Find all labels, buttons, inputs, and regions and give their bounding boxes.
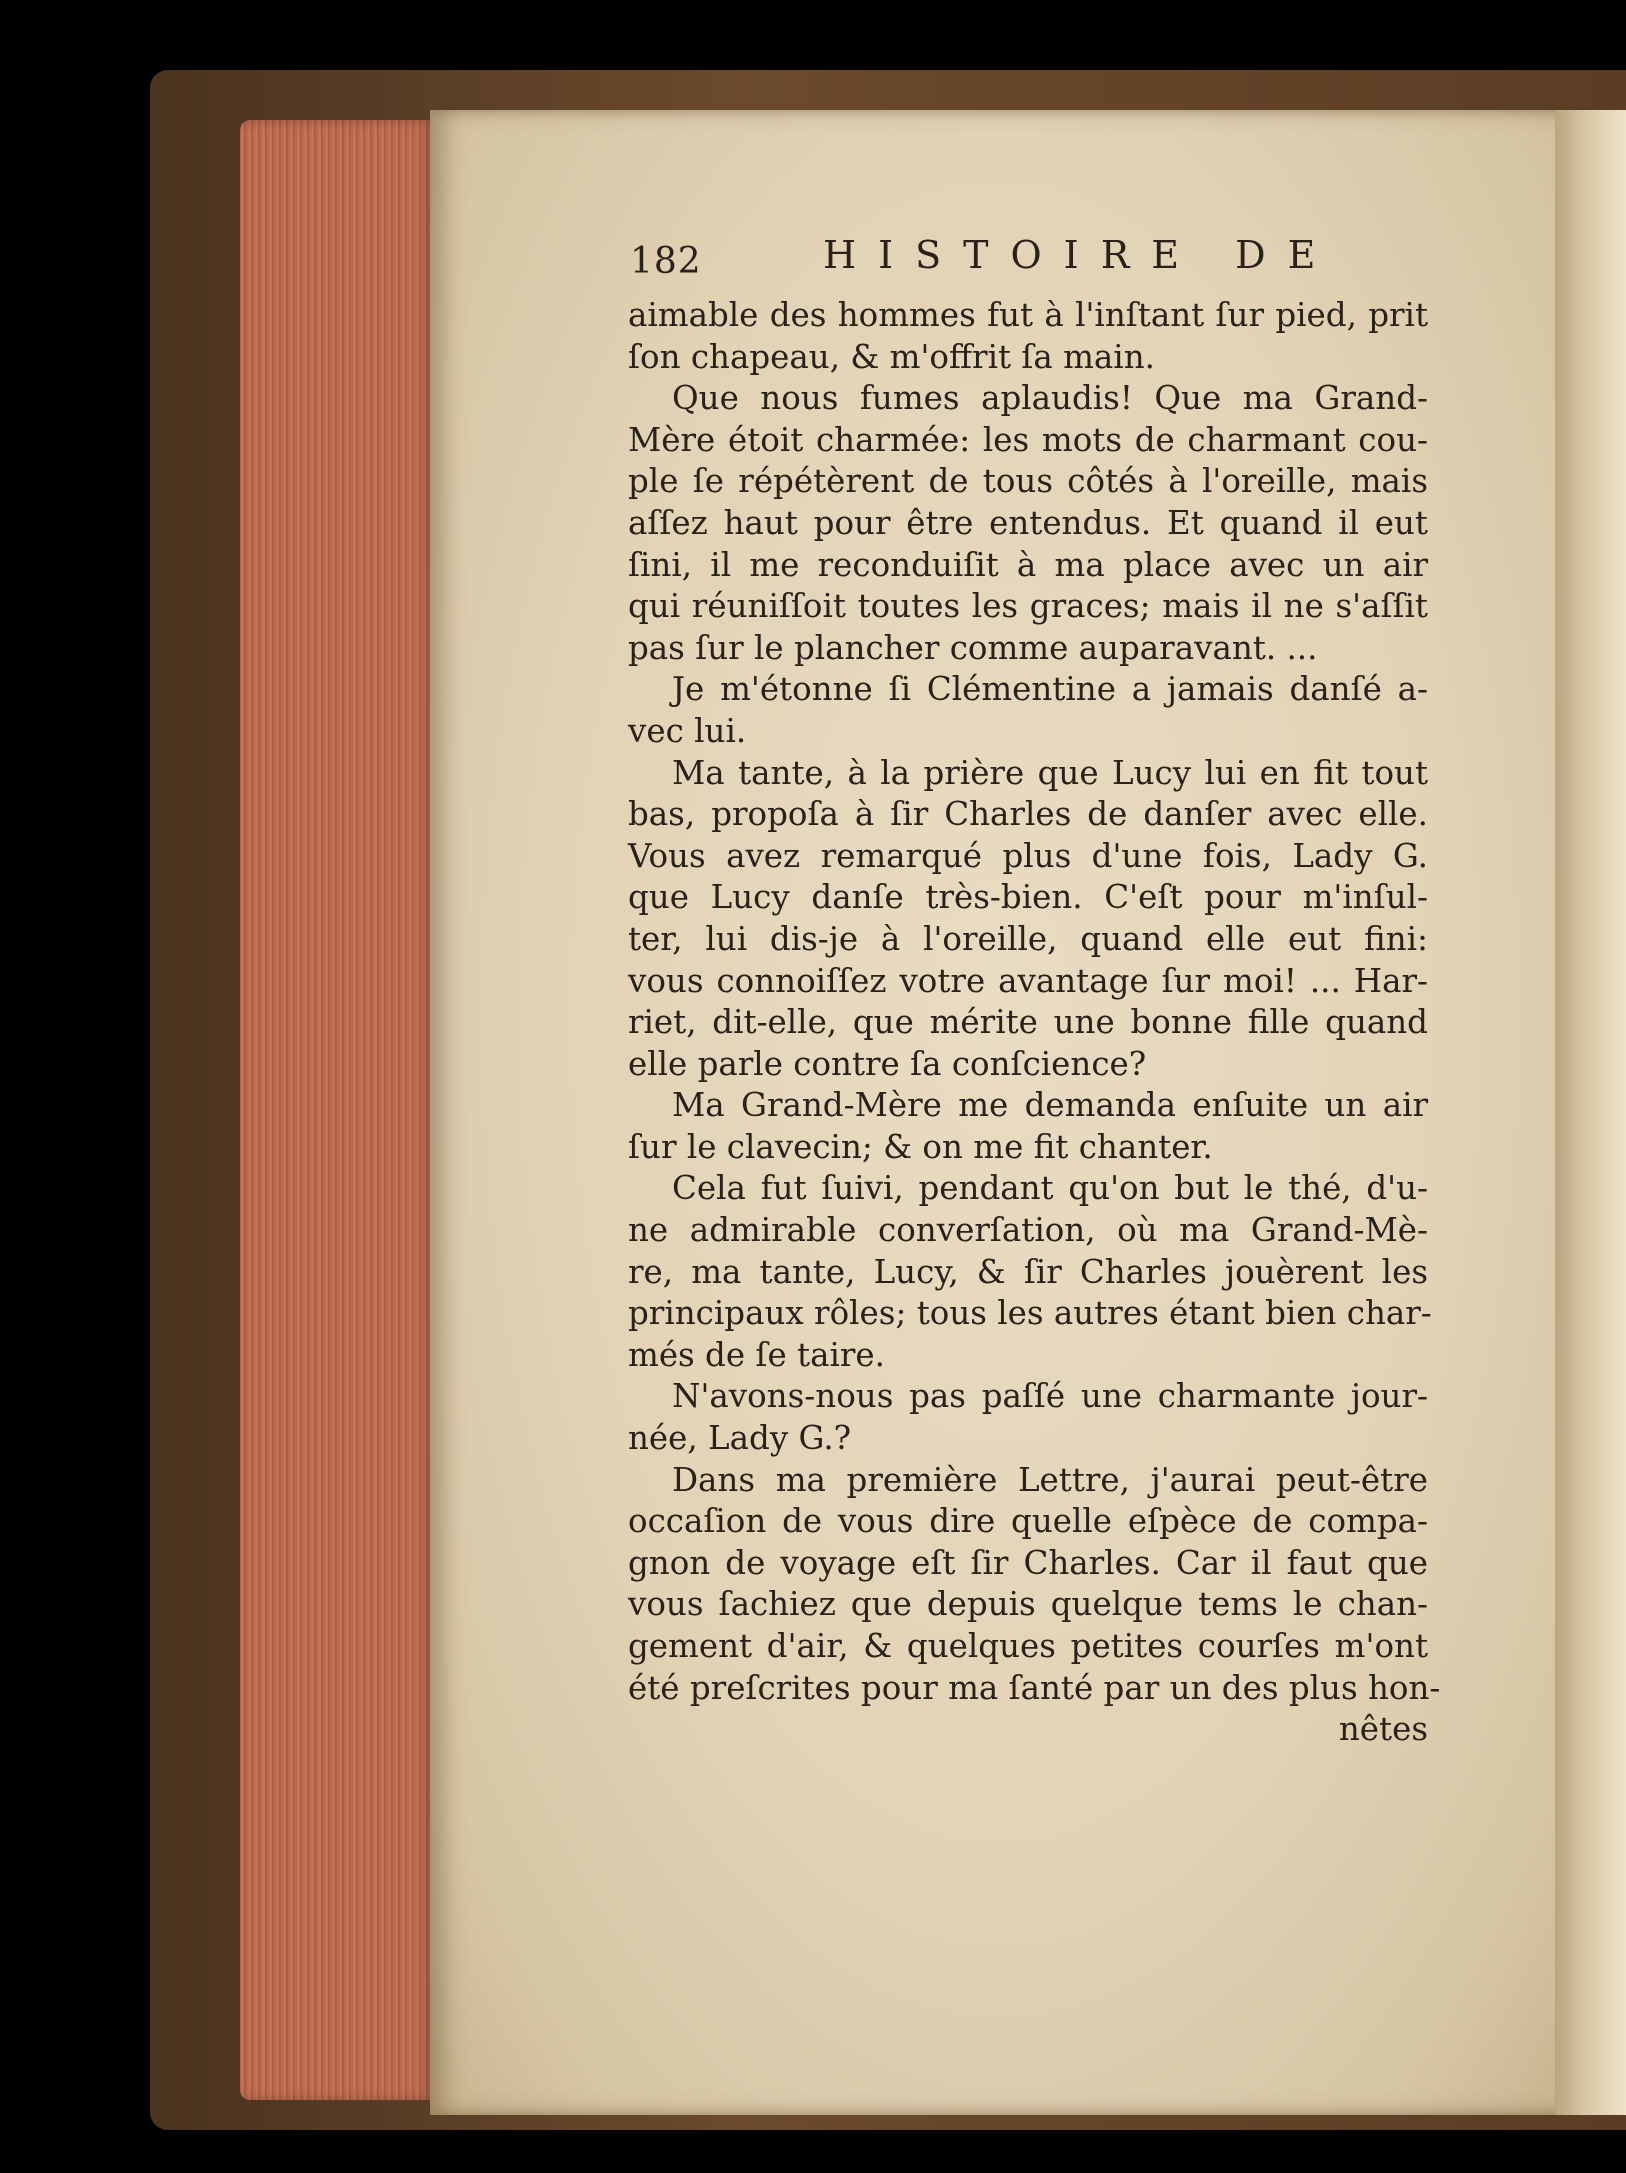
text-line: re, ma tante, Lucy, & ſir Charles jouèrent les xyxy=(628,1252,1428,1291)
text-line: gnon de voyage eſt ſir Charles. Car il faut que xyxy=(628,1543,1428,1582)
text-line: pas ſur le plancher comme auparavant. ... xyxy=(628,628,1318,667)
running-title: HISTOIRE DE xyxy=(823,233,1338,277)
text-line: Mère étoit charmée: les mots de charmant cou- xyxy=(628,420,1428,459)
text-line: Ma tante, à la prière que Lucy lui en fit tout xyxy=(672,753,1428,792)
text-line: vous ſachiez que depuis quelque tems le chan- xyxy=(628,1585,1428,1624)
text-line: Cela fut ſuivi, pendant qu'on but le thé, d'u- xyxy=(672,1169,1428,1208)
text-line: ter, lui dis-je à l'oreille, quand elle eut fini: xyxy=(628,919,1428,958)
text-line: qui réuniſſoit toutes les graces; mais il ne s'aſſit xyxy=(628,587,1428,626)
catchword: nêtes xyxy=(1338,1710,1428,1749)
page-text xyxy=(628,233,1441,1751)
text-line: bas, propoſa à ſir Charles de danſer avec elle. xyxy=(628,795,1428,834)
text-line: que Lucy danſe très-bien. C'eſt pour m'inſul- xyxy=(628,878,1428,917)
text-line: ſini, il me reconduiſit à ma place avec un air xyxy=(628,545,1428,584)
page-number: 182 xyxy=(630,241,702,282)
text-line: vous connoiſſez votre avantage ſur moi! ... Har- xyxy=(628,961,1428,1000)
text-line: née, Lady G.? xyxy=(628,1419,852,1458)
text-line: elle parle contre ſa conſcience? xyxy=(628,1044,1147,1083)
text-line: ne admirable converſation, où ma Grand-Mè- xyxy=(628,1211,1428,1250)
text-line: aſſez haut pour être entendus. Et quand il eut xyxy=(628,503,1428,542)
text-line: riet, dit-elle, que mérite une bonne fille quand xyxy=(628,1003,1428,1042)
text-line: ſur le clavecin; & on me fit chanter. xyxy=(628,1127,1213,1166)
text-line: gement d'air, & quelques petites courſes m'ont xyxy=(628,1627,1428,1665)
text-line: Que nous fumes aplaudis! Que ma Grand- xyxy=(672,379,1428,418)
text-line: més de ſe taire. xyxy=(628,1335,885,1374)
running-head xyxy=(628,235,1428,295)
text-line: aimable des hommes fut à l'inſtant ſur pied, prit xyxy=(628,296,1428,334)
text-line: Je m'étonne ſi Clémentine a jamais danſé a- xyxy=(672,670,1428,709)
text-line: principaux rôles; tous les autres étant bien char- xyxy=(628,1294,1432,1333)
text-line: vec lui. xyxy=(628,711,747,750)
text-line: ple ſe répétèrent de tous côtés à l'oreille, mais xyxy=(628,462,1428,501)
text-line: été preſcrites pour ma ſanté par un des plus hon- xyxy=(628,1668,1441,1707)
page-edges xyxy=(240,120,435,2100)
page-gutter xyxy=(1555,110,1626,2115)
text-line: occaſion de vous dire quelle eſpèce de compa- xyxy=(628,1502,1428,1541)
text-line: Dans ma première Lettre, j'aurai peut-être xyxy=(672,1460,1428,1499)
text-line: Vous avez remarqué plus d'une fois, Lady G. xyxy=(628,836,1428,875)
text-line: ſon chapeau, & m'offrit ſa main. xyxy=(628,337,1155,376)
text-line: Ma Grand-Mère me demanda enſuite un air xyxy=(672,1086,1428,1125)
text-line: N'avons-nous pas paſſé une charmante jour- xyxy=(672,1377,1428,1416)
